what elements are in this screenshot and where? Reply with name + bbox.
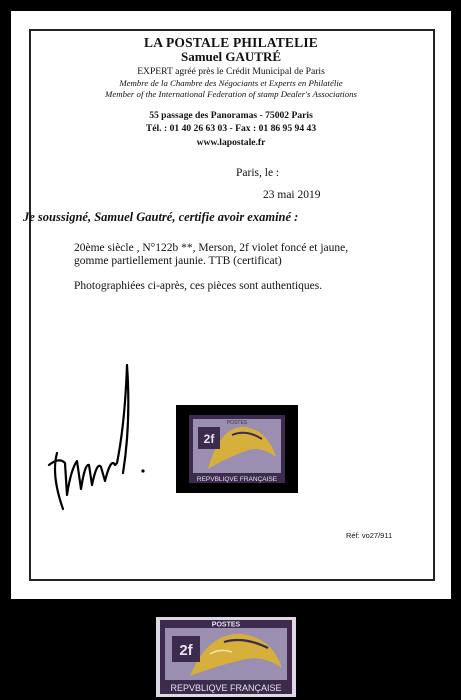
address: 55 passage des Panoramas - 75002 Paris [149,110,313,121]
website: www.lapostale.fr [196,137,266,148]
stamp-value-large: 2f [179,642,193,659]
reference-number: Réf: vo27/911 [346,531,393,540]
stamp-postes-small: POSTES [226,420,248,426]
stamp-postes-large: POSTES [211,621,241,629]
company-name: LA POSTALE PHILATELIE [144,35,318,50]
certificate-date: 23 mai 2019 [263,189,321,201]
stamp-inscription-small: REPVBLIQVE FRANÇAISE [196,476,278,483]
stamp-description-line2: gomme partiellement jaunie. TTB (certificat) [74,255,282,267]
expert-accreditation: EXPERT agréé près le Crédit Municipal de Paris [137,66,325,77]
membership-french: Membre de la Chambre des Négociants et Experts en Philatélie [119,78,343,88]
signature [37,363,157,513]
stamp-value-small: 2f [203,432,215,446]
stamp-photo-large [150,614,302,700]
phone-fax: Tél. : 01 40 26 63 03 - Fax : 01 86 95 94 43 [145,123,317,134]
membership-english: Member of the International Federation of stamp Dealer's Associations [105,89,357,99]
certificate [11,11,451,599]
declaration: Je soussigné, Samuel Gautré, certifie avoir examiné : [23,210,299,224]
stamp-description-line1: 20ème siècle , N°122b **, Merson, 2f violet foncé et jaune, [74,242,349,254]
stamp-inscription-large: REPVBLIQVE FRANÇAISE [170,683,282,693]
authenticity-statement: Photographiées ci-après, ces pièces sont authentiques. [74,280,323,292]
place-label: Paris, le : [236,167,280,179]
stamp-photo-on-certificate [176,405,298,493]
expert-name: Samuel GAUTRÉ [180,49,282,64]
